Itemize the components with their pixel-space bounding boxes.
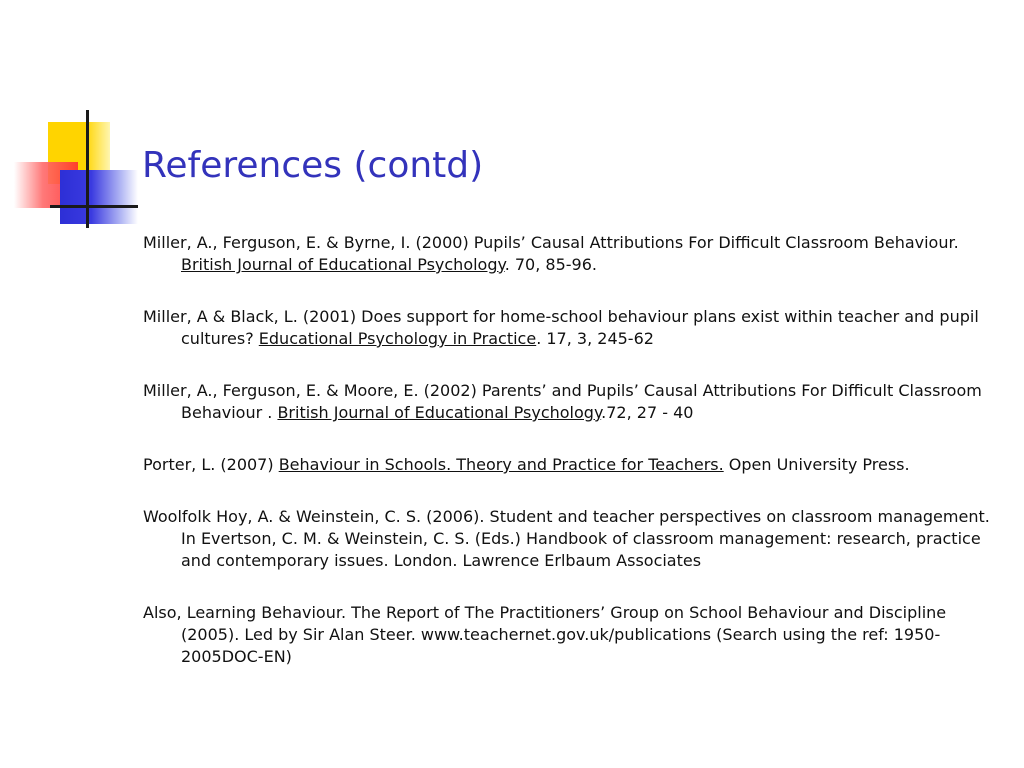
reference-text: Miller, A., Ferguson, E. & Moore, E. (2002) Parents’ and Pupils’ Causal Attributions For Difficult Classroom Behaviour . (143, 381, 982, 422)
reference-item (143, 380, 1003, 424)
reference-details: . 17, 3, 245-62 (536, 329, 654, 348)
horizontal-line-decoration (50, 205, 138, 208)
blue-square-decoration (60, 170, 138, 224)
reference-item (143, 306, 1003, 350)
reference-list (143, 232, 1003, 698)
reference-text: Miller, A & Black, L. (2001) Does support for home-school behaviour plans exist within teacher and pupil cultures? (143, 307, 979, 348)
journal-title: Educational Psychology in Practice (258, 329, 537, 348)
reference-item (143, 454, 1003, 476)
reference-item (143, 602, 1003, 668)
book-title: Behaviour in Schools. Theory and Practice for Teachers. (278, 455, 724, 474)
reference-text: Porter, L. (2007) (143, 455, 279, 474)
reference-text: Also, Learning Behaviour. The Report of The Practitioners’ Group on School Behaviour and Discipline (2005). Led by Sir Alan Steer. www.teachernet.gov.uk/publications (Search using the ref: 1950-2005DOC-EN) (143, 603, 947, 666)
reference-details: . 70, 85-96. (504, 255, 597, 274)
journal-title: British Journal of Educational Psychology (277, 403, 602, 422)
reference-text: Miller, A., Ferguson, E. & Byrne, I. (2000) Pupils’ Causal Attributions For Difficult Classroom Behaviour. (143, 233, 959, 252)
reference-item (143, 232, 1003, 276)
vertical-line-decoration (86, 110, 89, 228)
journal-title: British Journal of Educational Psychology (181, 255, 505, 274)
reference-details: .72, 27 - 40 (601, 403, 694, 422)
reference-item (143, 506, 1003, 572)
reference-details: Open University Press. (723, 455, 910, 474)
reference-text: Woolfolk Hoy, A. & Weinstein, C. S. (2006). Student and teacher perspectives on classroom management. In Evertson, C. M. & Weinstein, C. S. (Eds.) Handbook of classroom management: research, practice and contemporary issues. London. Lawrence Erlbaum Associates (143, 507, 990, 570)
slide-title: References (contd) (142, 145, 484, 186)
